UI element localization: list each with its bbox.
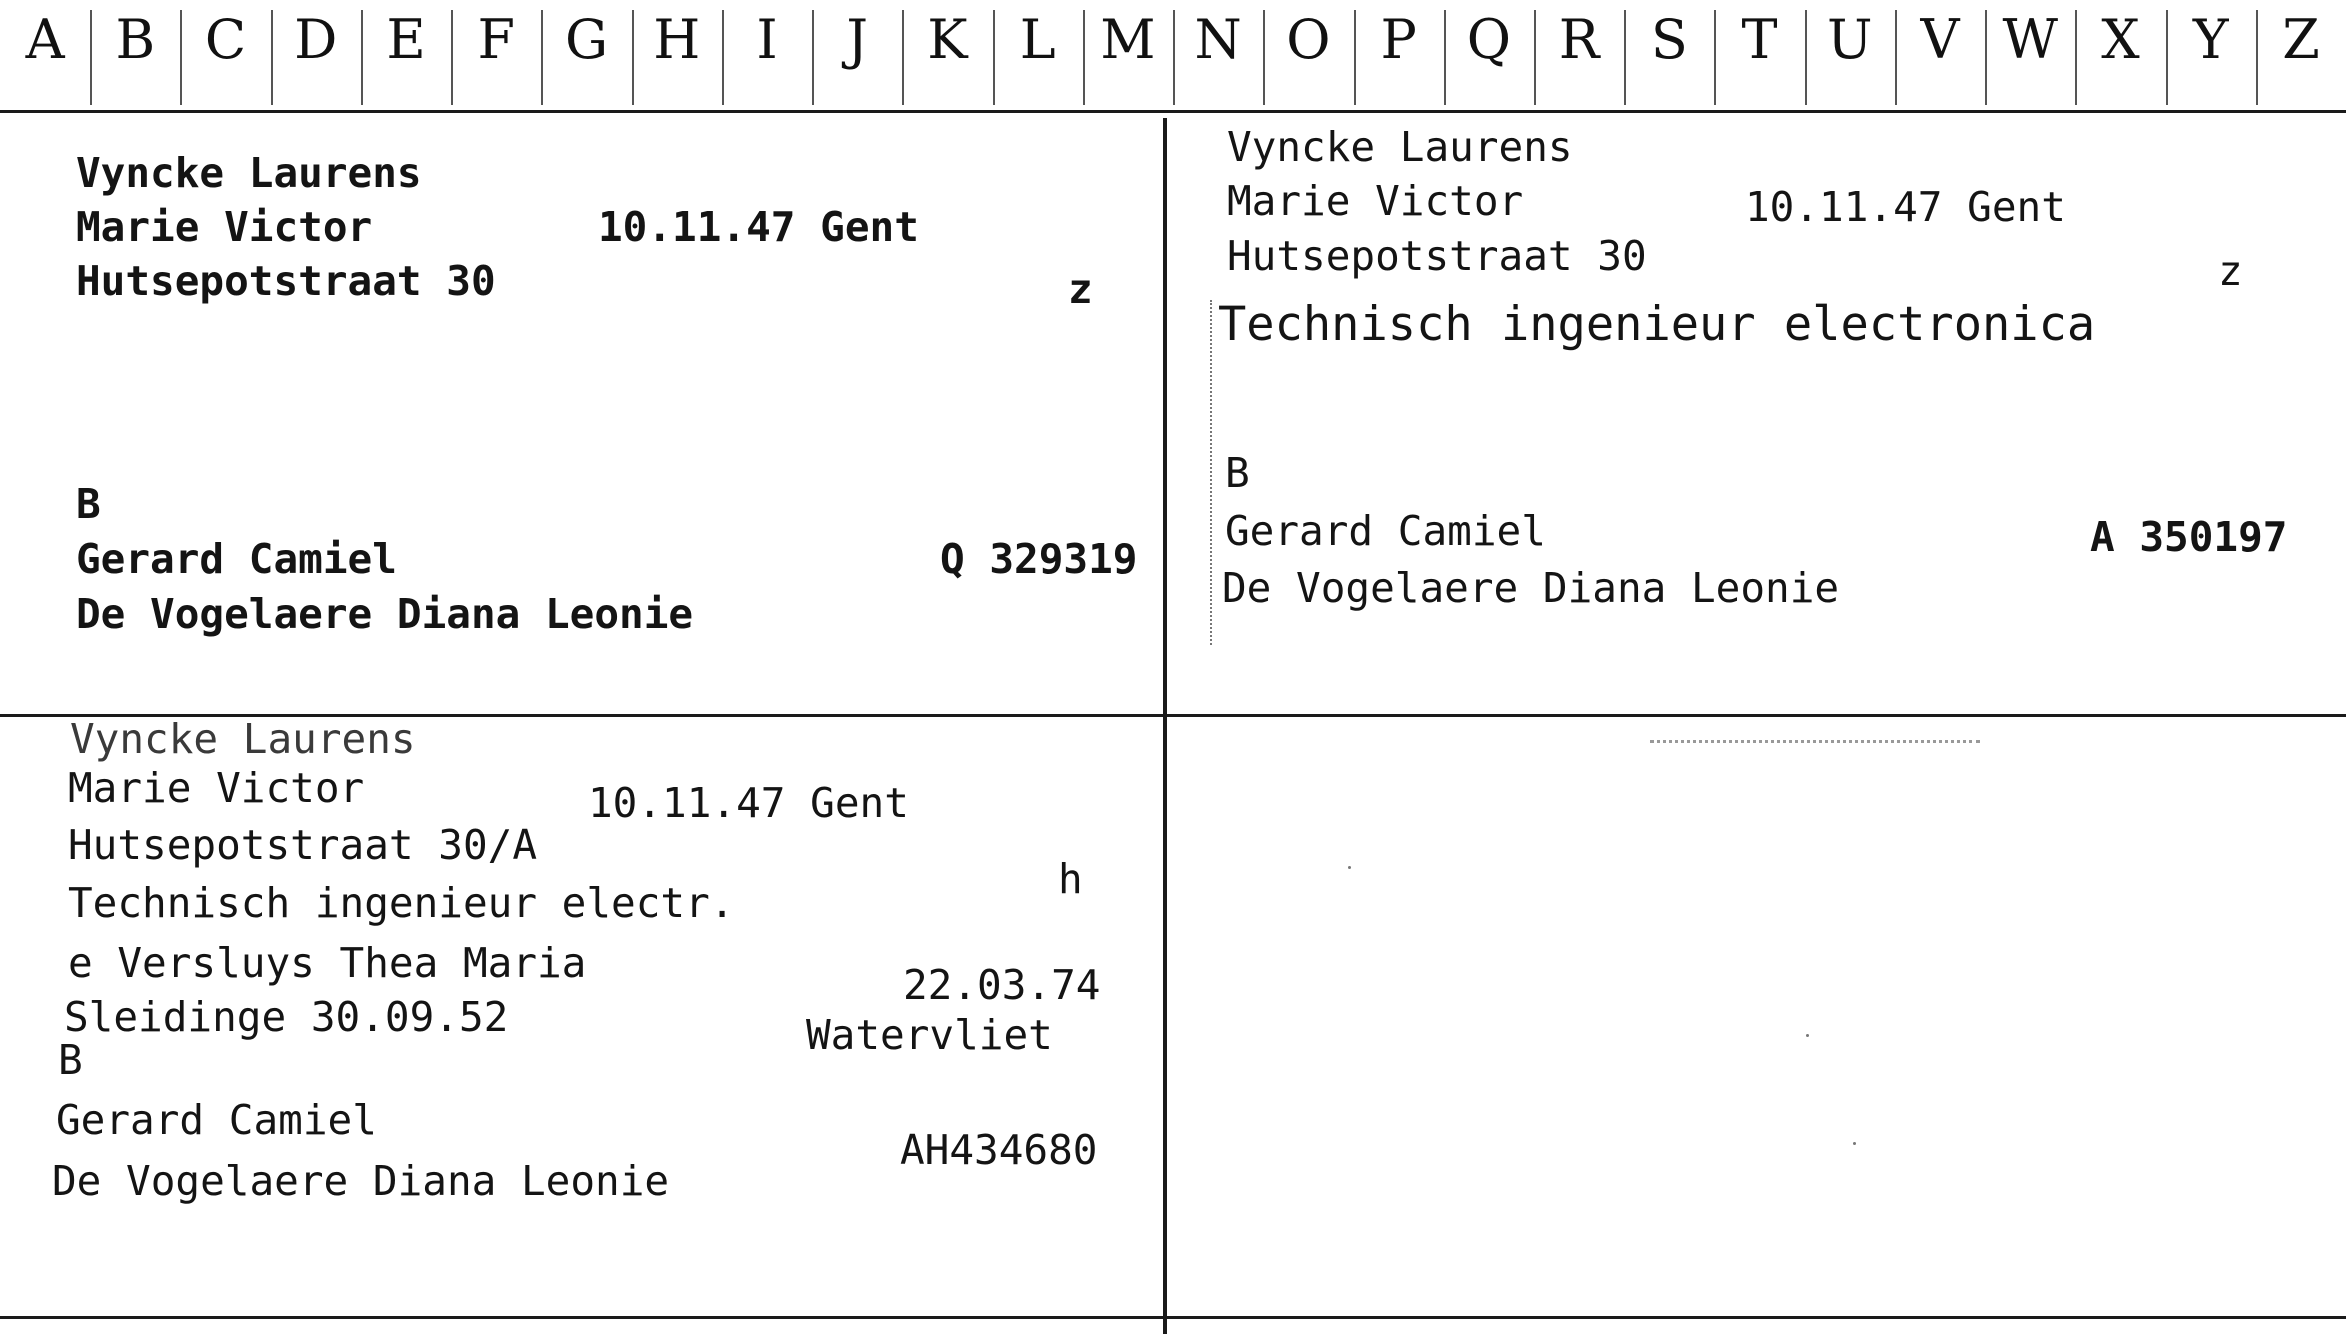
card1-code: z (1068, 265, 1093, 313)
card3-address: Hutsepotstraat 30/A (68, 821, 537, 869)
card3-marriage-place: Watervliet (806, 1011, 1053, 1059)
alphabet-letter-i: I (722, 0, 812, 110)
card4-speck (1348, 866, 1351, 869)
card2-code: z (2218, 247, 2243, 295)
alphabet-letter-w: W (1985, 0, 2075, 110)
card1-address: Hutsepotstraat 30 (76, 257, 496, 305)
card4-speck (1806, 1034, 1809, 1037)
card2-mother: De Vogelaere Diana Leonie (1222, 564, 1840, 612)
card1-number: Q 329319 (940, 535, 1138, 583)
card2-name: Vyncke Laurens (1227, 123, 1573, 171)
card1-name: Vyncke Laurens (76, 149, 422, 197)
alphabet-letter-u: U (1805, 0, 1895, 110)
card3-spouse-birth: Sleidinge 30.09.52 (64, 993, 509, 1041)
alphabet-letter-o: O (1263, 0, 1353, 110)
alphabet-letter-l: L (993, 0, 1083, 110)
card3-profession: Technisch ingenieur electr. (68, 879, 735, 927)
alphabet-letter-d: D (271, 0, 361, 110)
card3-number: AH434680 (900, 1126, 1098, 1174)
alphabet-letter-h: H (632, 0, 722, 110)
alphabet-letter-s: S (1624, 0, 1714, 110)
alphabet-index-bar (0, 0, 2346, 113)
card1-mother: De Vogelaere Diana Leonie (76, 590, 694, 638)
card2-number: A 350197 (2090, 513, 2288, 561)
alphabet-letter-f: F (451, 0, 541, 110)
card2-marker: B (1225, 449, 1250, 497)
card1-father: Gerard Camiel (76, 535, 397, 583)
card2-address: Hutsepotstraat 30 (1227, 232, 1647, 280)
alphabet-letter-c: C (180, 0, 270, 110)
card3-code: h (1058, 855, 1083, 903)
card2-father: Gerard Camiel (1225, 507, 1546, 555)
card4-speck (1853, 1142, 1856, 1145)
card3-spouse: e Versluys Thea Maria (68, 939, 587, 987)
alphabet-letter-n: N (1173, 0, 1263, 110)
alphabet-letter-r: R (1534, 0, 1624, 110)
card1-birth: 10.11.47 Gent (598, 203, 919, 251)
card-divider-vertical (1163, 118, 1167, 1334)
alphabet-letter-t: T (1714, 0, 1804, 110)
card2-birth: 10.11.47 Gent (1745, 183, 2066, 231)
alphabet-letter-m: M (1083, 0, 1173, 110)
card3-given-names: Marie Victor (68, 764, 365, 812)
alphabet-letter-g: G (541, 0, 631, 110)
alphabet-letter-y: Y (2166, 0, 2256, 110)
alphabet-letter-x: X (2075, 0, 2165, 110)
alphabet-letter-a: A (25, 8, 65, 71)
card3-marker: B (58, 1036, 83, 1084)
card2-given-names: Marie Victor (1227, 177, 1524, 225)
card2-margin-rule (1210, 300, 1212, 645)
alphabet-letter-p: P (1354, 0, 1444, 110)
card2-profession: Technisch ingenieur electronica (1218, 297, 2096, 352)
card3-name: Vyncke Laurens (70, 715, 416, 763)
alphabet-letter-e: E (361, 0, 451, 110)
alphabet-letter-q: Q (1444, 0, 1534, 110)
alphabet-letter-j: J (812, 0, 902, 110)
card1-marker: B (76, 480, 101, 528)
card3-father: Gerard Camiel (56, 1096, 377, 1144)
alphabet-letter-b: B (90, 0, 180, 110)
card3-marriage-date: 22.03.74 (903, 961, 1101, 1009)
card3-birth: 10.11.47 Gent (588, 779, 909, 827)
alphabet-letter-k: K (902, 0, 992, 110)
card1-given-names: Marie Victor (76, 203, 373, 251)
card-bottom-border (0, 1316, 2346, 1319)
alphabet-letter-z: Z (2256, 0, 2346, 110)
card4-smudge (1650, 740, 1980, 751)
card3-mother: De Vogelaere Diana Leonie (52, 1157, 670, 1205)
alphabet-letter-v: V (1895, 0, 1985, 110)
